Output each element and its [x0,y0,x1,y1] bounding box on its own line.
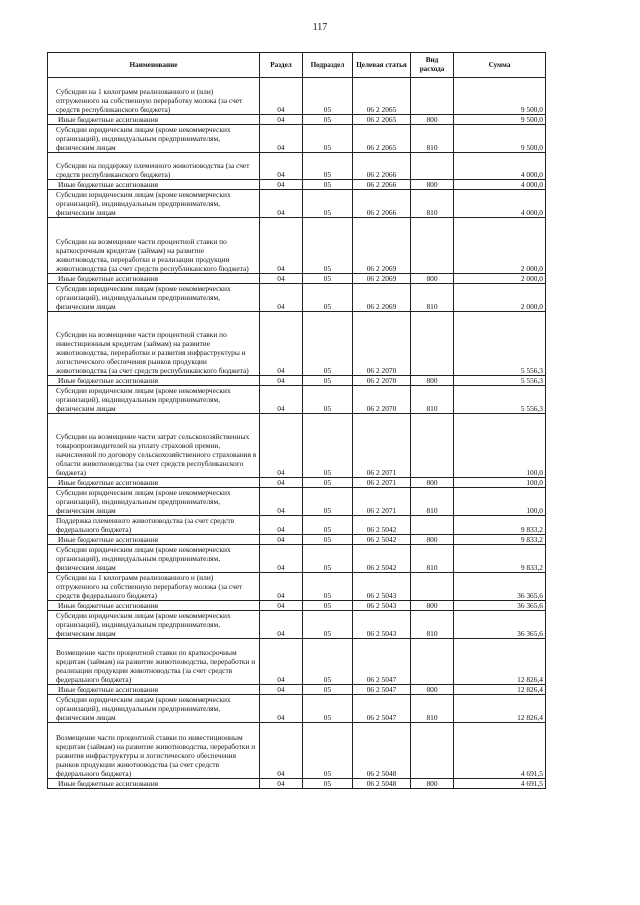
cell-podrazdel: 05 [303,573,353,601]
cell-summa: 4 000,0 [454,180,546,190]
cell-name: Субсидии на возмещение части процентной ставки по краткосрочным кредитам (займам) на развитие животноводства, переработки и реализации продукции животноводства (за счет средств республиканского бюджета) [48,218,260,273]
table-row [48,488,546,516]
cell-podrazdel: 05 [303,385,353,413]
cell-podrazdel: 05 [303,778,353,788]
cell-celevaya-statya: 06 2 2069 [353,273,411,283]
cell-podrazdel: 05 [303,78,353,115]
cell-vid-raskhoda [411,218,454,273]
cell-name: Иные бюджетные ассигнования [48,273,260,283]
cell-name: Иные бюджетные ассигнования [48,778,260,788]
header-razdel: Раздел [260,53,303,78]
cell-summa: 9 833,2 [454,535,546,545]
cell-podrazdel: 05 [303,611,353,639]
cell-celevaya-statya: 06 2 2071 [353,488,411,516]
table-row [48,180,546,190]
cell-summa: 36 365,6 [454,573,546,601]
cell-summa: 100,0 [454,413,546,477]
cell-razdel: 04 [260,218,303,273]
cell-razdel: 04 [260,611,303,639]
cell-vid-raskhoda [411,311,454,375]
cell-vid-raskhoda: 800 [411,535,454,545]
header-celevaya-statya: Целевая статья [353,53,411,78]
table-row [48,375,546,385]
table-row [48,723,546,778]
cell-name: Субсидии на 1 килограмм реализованного и (или) отгруженного на собственную переработку молока (за счет средств федерального бюджета) [48,573,260,601]
cell-podrazdel: 05 [303,114,353,124]
table-body [48,78,546,789]
cell-podrazdel: 05 [303,273,353,283]
cell-celevaya-statya: 06 2 2066 [353,180,411,190]
cell-name: Субсидии юридическим лицам (кроме некоммерческих организаций), индивидуальным предпринимателям, физическим лицам [48,283,260,311]
cell-razdel: 04 [260,478,303,488]
cell-vid-raskhoda: 800 [411,778,454,788]
table-row [48,778,546,788]
cell-summa: 9 500,0 [454,78,546,115]
cell-summa: 9 500,0 [454,124,546,152]
cell-razdel: 04 [260,723,303,778]
table-row [48,152,546,180]
cell-celevaya-statya: 06 2 2069 [353,218,411,273]
table-row [48,573,546,601]
cell-podrazdel: 05 [303,723,353,778]
cell-razdel: 04 [260,385,303,413]
table-row [48,478,546,488]
cell-celevaya-statya: 06 2 5048 [353,723,411,778]
table-row [48,385,546,413]
cell-celevaya-statya: 06 2 5043 [353,601,411,611]
cell-vid-raskhoda [411,723,454,778]
cell-celevaya-statya: 06 2 5047 [353,685,411,695]
table-row [48,611,546,639]
cell-summa: 9 833,2 [454,545,546,573]
cell-podrazdel: 05 [303,311,353,375]
table-row [48,283,546,311]
cell-celevaya-statya: 06 2 5042 [353,535,411,545]
cell-razdel: 04 [260,573,303,601]
cell-razdel: 04 [260,180,303,190]
cell-podrazdel: 05 [303,375,353,385]
table-row [48,124,546,152]
cell-razdel: 04 [260,545,303,573]
cell-name: Субсидии на поддержку племенного животноводства (за счет средств республиканского бюджета) [48,152,260,180]
cell-podrazdel: 05 [303,124,353,152]
cell-razdel: 04 [260,375,303,385]
cell-name: Субсидии юридическим лицам (кроме некоммерческих организаций), индивидуальным предпринимателям, физическим лицам [48,385,260,413]
cell-celevaya-statya: 06 2 2070 [353,311,411,375]
cell-vid-raskhoda: 810 [411,124,454,152]
cell-podrazdel: 05 [303,601,353,611]
cell-name: Возмещение части процентной ставки по инвестиционным кредитам (займам) на развитие животноводства, переработки и развития инфраструктуры и логистического обеспечения рынков продукции животноводства (за счет средств федерального бюджета) [48,723,260,778]
cell-vid-raskhoda: 810 [411,190,454,218]
cell-podrazdel: 05 [303,478,353,488]
table-row [48,218,546,273]
cell-summa: 12 826,4 [454,685,546,695]
table-header-row [48,53,546,78]
cell-name: Иные бюджетные ассигнования [48,478,260,488]
cell-podrazdel: 05 [303,152,353,180]
table-row [48,311,546,375]
cell-summa: 5 556,3 [454,385,546,413]
cell-vid-raskhoda: 800 [411,273,454,283]
cell-razdel: 04 [260,413,303,477]
cell-summa: 4 691,5 [454,723,546,778]
cell-name: Субсидии на 1 килограмм реализованного и (или) отгруженного на собственную переработку молока (за счет средств республиканского бюджета) [48,78,260,115]
cell-vid-raskhoda: 800 [411,685,454,695]
cell-podrazdel: 05 [303,413,353,477]
cell-summa: 4 000,0 [454,190,546,218]
cell-summa: 2 000,0 [454,218,546,273]
cell-name: Субсидии юридическим лицам (кроме некоммерческих организаций), индивидуальным предпринимателям, физическим лицам [48,695,260,723]
cell-razdel: 04 [260,695,303,723]
cell-name: Иные бюджетные ассигнования [48,114,260,124]
cell-name: Иные бюджетные ассигнования [48,601,260,611]
table-row [48,639,546,685]
cell-name: Иные бюджетные ассигнования [48,375,260,385]
cell-summa: 5 556,3 [454,311,546,375]
cell-celevaya-statya: 06 2 2071 [353,478,411,488]
cell-celevaya-statya: 06 2 5043 [353,573,411,601]
cell-podrazdel: 05 [303,545,353,573]
header-summa: Сумма [454,53,546,78]
cell-razdel: 04 [260,114,303,124]
cell-razdel: 04 [260,78,303,115]
header-name: Наименование [48,53,260,78]
cell-name: Субсидии юридическим лицам (кроме некоммерческих организаций), индивидуальным предпринимателям, физическим лицам [48,488,260,516]
cell-razdel: 04 [260,516,303,535]
cell-vid-raskhoda: 800 [411,478,454,488]
cell-razdel: 04 [260,152,303,180]
cell-podrazdel: 05 [303,190,353,218]
cell-vid-raskhoda [411,78,454,115]
cell-name: Иные бюджетные ассигнования [48,535,260,545]
cell-name: Иные бюджетные ассигнования [48,180,260,190]
cell-celevaya-statya: 06 2 2066 [353,190,411,218]
cell-summa: 4 000,0 [454,152,546,180]
cell-podrazdel: 05 [303,516,353,535]
cell-razdel: 04 [260,488,303,516]
cell-celevaya-statya: 06 2 5043 [353,611,411,639]
cell-vid-raskhoda: 800 [411,114,454,124]
cell-razdel: 04 [260,283,303,311]
cell-razdel: 04 [260,639,303,685]
table-row [48,78,546,115]
header-podrazdel: Подраздел [303,53,353,78]
cell-vid-raskhoda [411,639,454,685]
header-vid-raskhoda: Вид расхода [411,53,454,78]
cell-celevaya-statya: 06 2 2069 [353,283,411,311]
cell-name: Иные бюджетные ассигнования [48,685,260,695]
cell-razdel: 04 [260,601,303,611]
table-row [48,273,546,283]
cell-vid-raskhoda: 810 [411,545,454,573]
cell-podrazdel: 05 [303,639,353,685]
table-row [48,516,546,535]
cell-razdel: 04 [260,124,303,152]
cell-vid-raskhoda: 810 [411,283,454,311]
cell-podrazdel: 05 [303,695,353,723]
cell-vid-raskhoda: 800 [411,601,454,611]
cell-summa: 100,0 [454,488,546,516]
cell-podrazdel: 05 [303,283,353,311]
cell-name: Субсидии на возмещение части процентной ставки по инвестиционным кредитам (займам) на развитие животноводства, переработки и развития инфраструктуры и логистического обеспечения рынков продукции животноводства (за счет средств республиканского бюджета) [48,311,260,375]
cell-podrazdel: 05 [303,218,353,273]
cell-summa: 2 000,0 [454,283,546,311]
page-number: 117 [312,22,328,33]
cell-name: Возмещение части процентной ставки по краткосрочным кредитам (займам) на развитие животноводства, переработки и реализации продукции животноводства (за счет средств федерального бюджета) [48,639,260,685]
cell-vid-raskhoda: 810 [411,488,454,516]
cell-vid-raskhoda: 810 [411,385,454,413]
cell-celevaya-statya: 06 2 5048 [353,778,411,788]
cell-vid-raskhoda: 800 [411,180,454,190]
cell-razdel: 04 [260,535,303,545]
cell-celevaya-statya: 06 2 5042 [353,545,411,573]
cell-vid-raskhoda: 810 [411,695,454,723]
budget-table [47,52,546,789]
cell-razdel: 04 [260,273,303,283]
cell-celevaya-statya: 06 2 5047 [353,639,411,685]
cell-podrazdel: 05 [303,488,353,516]
cell-name: Субсидии на возмещение части затрат сельскохозяйственных товаропроизводителей на уплату страховой премии, начисленной по договору сельскохозяйственного страхования в области животноводства (за счет средств республиканского бюджета) [48,413,260,477]
cell-summa: 100,0 [454,478,546,488]
cell-summa: 36 365,6 [454,611,546,639]
cell-name: Поддержка племенного животноводства (за счет средств федерального бюджета) [48,516,260,535]
cell-podrazdel: 05 [303,180,353,190]
cell-summa: 12 826,4 [454,695,546,723]
cell-celevaya-statya: 06 2 2065 [353,78,411,115]
cell-name: Субсидии юридическим лицам (кроме некоммерческих организаций), индивидуальным предпринимателям, физическим лицам [48,190,260,218]
cell-razdel: 04 [260,778,303,788]
cell-name: Субсидии юридическим лицам (кроме некоммерческих организаций), индивидуальным предпринимателям, физическим лицам [48,545,260,573]
cell-razdel: 04 [260,685,303,695]
cell-celevaya-statya: 06 2 5047 [353,695,411,723]
cell-summa: 9 500,0 [454,114,546,124]
cell-razdel: 04 [260,190,303,218]
table-row [48,685,546,695]
cell-vid-raskhoda [411,573,454,601]
cell-podrazdel: 05 [303,685,353,695]
cell-summa: 36 365,6 [454,601,546,611]
cell-name: Субсидии юридическим лицам (кроме некоммерческих организаций), индивидуальным предпринимателям, физическим лицам [48,124,260,152]
cell-podrazdel: 05 [303,535,353,545]
table-row [48,695,546,723]
table-row [48,545,546,573]
cell-summa: 4 691,5 [454,778,546,788]
cell-vid-raskhoda: 810 [411,611,454,639]
cell-celevaya-statya: 06 2 2066 [353,152,411,180]
table-row [48,535,546,545]
table-row [48,601,546,611]
cell-celevaya-statya: 06 2 2071 [353,413,411,477]
cell-vid-raskhoda: 800 [411,375,454,385]
cell-celevaya-statya: 06 2 2070 [353,385,411,413]
cell-celevaya-statya: 06 2 2065 [353,124,411,152]
cell-summa: 2 000,0 [454,273,546,283]
cell-celevaya-statya: 06 2 5042 [353,516,411,535]
table-row [48,190,546,218]
cell-vid-raskhoda [411,413,454,477]
cell-summa: 9 833,2 [454,516,546,535]
cell-name: Субсидии юридическим лицам (кроме некоммерческих организаций), индивидуальным предпринимателям, физическим лицам [48,611,260,639]
table-row [48,114,546,124]
cell-summa: 5 556,3 [454,375,546,385]
cell-celevaya-statya: 06 2 2070 [353,375,411,385]
cell-vid-raskhoda [411,516,454,535]
cell-summa: 12 826,4 [454,639,546,685]
cell-celevaya-statya: 06 2 2065 [353,114,411,124]
table-row [48,413,546,477]
cell-razdel: 04 [260,311,303,375]
cell-vid-raskhoda [411,152,454,180]
